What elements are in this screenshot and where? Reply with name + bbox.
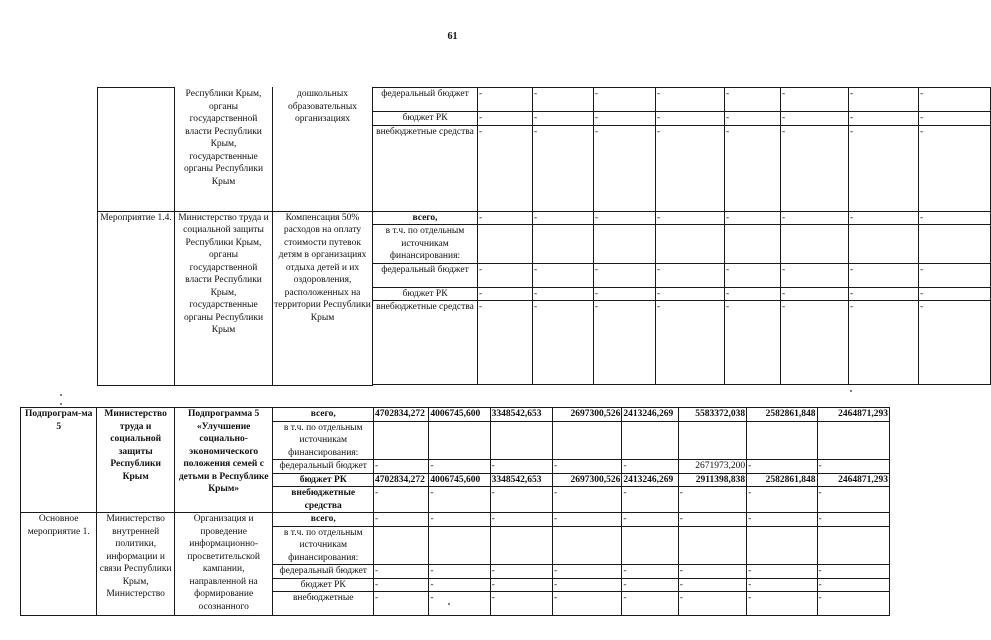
value-cell: - <box>622 513 678 527</box>
value-cell: - <box>725 88 781 112</box>
value-cell: - <box>781 263 849 287</box>
empty-cell <box>656 225 725 264</box>
value-cell: - <box>781 301 849 385</box>
value-cell: - <box>374 565 429 579</box>
value-cell: - <box>374 592 429 616</box>
value-cell: - <box>533 287 594 301</box>
empty-cell <box>747 421 817 460</box>
value-cell: - <box>849 125 919 211</box>
description-cell: Компенсация 50% расходов на оплату стоимости путевок детям в организациях отдыха детей и их оздоровления, расположенных на территории Республики Крым <box>273 211 373 385</box>
value-cell: 2413246,269 <box>622 473 678 487</box>
empty-cell <box>553 421 622 460</box>
scan-speck <box>60 403 62 405</box>
source-federal: федеральный бюджет <box>273 460 374 474</box>
value-cell: - <box>594 211 656 225</box>
value-cell: - <box>594 112 656 126</box>
value-cell: - <box>490 592 552 616</box>
value-cell: - <box>656 125 725 211</box>
value-cell: - <box>849 112 919 126</box>
source-federal: федеральный бюджет <box>373 263 478 287</box>
value-cell: - <box>490 487 552 513</box>
value-cell: - <box>817 460 890 474</box>
value-cell: - <box>429 460 490 474</box>
description-cell: Подпрограмма 5 «Улучшение социально-экономического положения семей с детьми в Республике Крым» <box>174 408 273 513</box>
empty-cell <box>594 225 656 264</box>
measure-cell: Мероприятие 1.4. <box>98 211 175 385</box>
source-breakdown: в т.ч. по отдельным источникам финансирования: <box>373 225 478 264</box>
value-cell: - <box>747 513 817 527</box>
value-cell: - <box>490 460 552 474</box>
executor-cell: Республики Крым, органы государственной власти Республики Крым, государственные органы Республики Крым <box>175 88 273 212</box>
measure-cell <box>98 88 175 212</box>
value-cell: - <box>594 301 656 385</box>
source-budget-rk: бюджет РК <box>273 578 374 592</box>
value-cell: - <box>478 125 533 211</box>
source-extrabudget: внебюджетные средства <box>373 301 478 385</box>
value-cell: - <box>594 88 656 112</box>
empty-cell <box>781 225 849 264</box>
value-cell: - <box>490 513 552 527</box>
value-cell: - <box>490 578 552 592</box>
value-cell: - <box>919 211 991 225</box>
empty-cell <box>429 526 490 565</box>
value-cell: 2697300,526 <box>553 408 622 422</box>
value-cell: - <box>919 88 991 112</box>
description-cell: дошкольных образовательных организациях <box>273 88 373 212</box>
value-cell: - <box>919 287 991 301</box>
empty-cell <box>747 526 817 565</box>
value-cell: - <box>817 487 890 513</box>
value-cell: - <box>678 578 746 592</box>
empty-cell <box>478 225 533 264</box>
value-cell: - <box>490 565 552 579</box>
empty-cell <box>490 421 552 460</box>
value-cell: - <box>533 125 594 211</box>
value-cell: - <box>781 112 849 126</box>
value-cell: - <box>919 112 991 126</box>
empty-cell <box>725 225 781 264</box>
value-cell: - <box>374 513 429 527</box>
source-budget-rk: бюджет РК <box>373 112 478 126</box>
value-cell: - <box>725 287 781 301</box>
empty-cell <box>817 421 890 460</box>
value-cell: - <box>747 460 817 474</box>
executor-cell: Министерство внутренней политики, информации и связи Республики Крым, Министерство <box>97 513 174 616</box>
empty-cell <box>678 421 746 460</box>
source-total: всего, <box>373 211 478 225</box>
value-cell: - <box>849 211 919 225</box>
scan-speck <box>60 394 62 396</box>
value-cell: 3348542,653 <box>490 408 552 422</box>
source-extrabudget: внебюджетные средства <box>273 487 374 513</box>
value-cell: - <box>656 211 725 225</box>
empty-cell <box>919 225 991 264</box>
scan-speck <box>850 390 852 392</box>
value-cell: - <box>849 301 919 385</box>
value-cell: 4006745,600 <box>429 473 490 487</box>
value-cell: 5583372,038 <box>678 408 746 422</box>
value-cell: - <box>429 592 490 616</box>
empty-cell <box>490 526 552 565</box>
value-cell: - <box>553 578 622 592</box>
value-cell: - <box>725 125 781 211</box>
value-cell: - <box>622 592 678 616</box>
value-cell: - <box>817 592 890 616</box>
value-cell: - <box>478 263 533 287</box>
empty-cell <box>622 526 678 565</box>
empty-cell <box>678 526 746 565</box>
value-cell: - <box>747 487 817 513</box>
value-cell: - <box>725 263 781 287</box>
value-cell: - <box>533 88 594 112</box>
value-cell: 4006745,600 <box>429 408 490 422</box>
empty-cell <box>849 225 919 264</box>
page-number: 61 <box>447 31 458 42</box>
value-cell: - <box>656 263 725 287</box>
value-cell: - <box>553 487 622 513</box>
value-cell: - <box>622 460 678 474</box>
value-cell: - <box>849 263 919 287</box>
empty-cell <box>622 421 678 460</box>
empty-cell <box>374 526 429 565</box>
value-cell: - <box>919 125 991 211</box>
source-budget-rk: бюджет РК <box>273 473 374 487</box>
value-cell: - <box>553 592 622 616</box>
value-cell: - <box>533 301 594 385</box>
value-cell: - <box>656 287 725 301</box>
source-breakdown: в т.ч. по отдельным источникам финансирования: <box>273 526 374 565</box>
value-cell: - <box>747 565 817 579</box>
source-budget-rk: бюджет РК <box>373 287 478 301</box>
value-cell: - <box>817 565 890 579</box>
source-federal: федеральный бюджет <box>273 565 374 579</box>
value-cell: - <box>781 88 849 112</box>
value-cell: - <box>849 287 919 301</box>
value-cell: - <box>781 287 849 301</box>
value-cell: - <box>919 263 991 287</box>
value-cell: - <box>533 112 594 126</box>
empty-cell <box>817 526 890 565</box>
value-cell: 2464871,293 <box>817 473 890 487</box>
value-cell: - <box>594 263 656 287</box>
value-cell: - <box>374 578 429 592</box>
budget-table-block-1 <box>97 87 991 386</box>
value-cell: - <box>678 513 746 527</box>
empty-cell <box>533 225 594 264</box>
value-cell: - <box>678 565 746 579</box>
source-extrabudget: внебюджетные средства <box>373 125 478 211</box>
empty-cell <box>553 526 622 565</box>
value-cell: 2671973,200 <box>678 460 746 474</box>
value-cell: 4702834,272 <box>374 473 429 487</box>
value-cell: 2911398,838 <box>678 473 746 487</box>
subprogram-cell: Подпрограм-ма 5 <box>21 408 97 513</box>
value-cell: - <box>478 211 533 225</box>
value-cell: - <box>781 125 849 211</box>
value-cell: - <box>594 287 656 301</box>
value-cell: - <box>429 487 490 513</box>
value-cell: - <box>478 112 533 126</box>
value-cell: 3348542,653 <box>490 473 552 487</box>
value-cell: - <box>725 112 781 126</box>
value-cell: 2582861,848 <box>747 473 817 487</box>
source-breakdown: в т.ч. по отдельным источникам финансирования: <box>273 421 374 460</box>
value-cell: 2582861,848 <box>747 408 817 422</box>
value-cell: - <box>919 301 991 385</box>
value-cell: 4702834,272 <box>374 408 429 422</box>
empty-cell <box>374 421 429 460</box>
value-cell: - <box>533 211 594 225</box>
value-cell: - <box>478 287 533 301</box>
value-cell: - <box>656 112 725 126</box>
value-cell: - <box>429 578 490 592</box>
executor-cell: Министерство труда и социальной защиты Республики Крым, органы государственной власти Республики Крым, государственные органы Республики Крым <box>175 211 273 385</box>
description-cell: Организация и проведение информационно-просветительской кампании, направленной на формирование осознанного <box>174 513 273 616</box>
value-cell: - <box>533 263 594 287</box>
value-cell: - <box>478 301 533 385</box>
value-cell: - <box>594 125 656 211</box>
value-cell: - <box>656 301 725 385</box>
source-extrabudget: внебюджетные <box>273 592 374 616</box>
value-cell: 2464871,293 <box>817 408 890 422</box>
value-cell: - <box>622 565 678 579</box>
value-cell: - <box>622 578 678 592</box>
executor-cell: Министерство труда и социальной защиты Республики Крым <box>97 408 174 513</box>
value-cell: 2413246,269 <box>622 408 678 422</box>
value-cell: - <box>781 211 849 225</box>
value-cell: - <box>747 578 817 592</box>
value-cell: - <box>747 592 817 616</box>
value-cell: - <box>817 578 890 592</box>
value-cell: 2697300,526 <box>553 473 622 487</box>
value-cell: - <box>678 592 746 616</box>
value-cell: - <box>429 565 490 579</box>
value-cell: - <box>553 513 622 527</box>
source-federal: федеральный бюджет <box>373 88 478 112</box>
value-cell: - <box>817 513 890 527</box>
value-cell: - <box>429 513 490 527</box>
scan-speck <box>448 603 450 605</box>
value-cell: - <box>553 565 622 579</box>
value-cell: - <box>374 460 429 474</box>
value-cell: - <box>622 487 678 513</box>
measure-cell: Основное мероприятие 1. <box>21 513 97 616</box>
source-total: всего, <box>273 408 374 422</box>
value-cell: - <box>678 487 746 513</box>
empty-cell <box>429 421 490 460</box>
value-cell: - <box>725 211 781 225</box>
budget-table-block-2 <box>20 407 890 616</box>
value-cell: - <box>725 301 781 385</box>
value-cell: - <box>656 88 725 112</box>
source-total: всего, <box>273 513 374 527</box>
value-cell: - <box>849 88 919 112</box>
value-cell: - <box>478 88 533 112</box>
value-cell: - <box>553 460 622 474</box>
value-cell: - <box>374 487 429 513</box>
